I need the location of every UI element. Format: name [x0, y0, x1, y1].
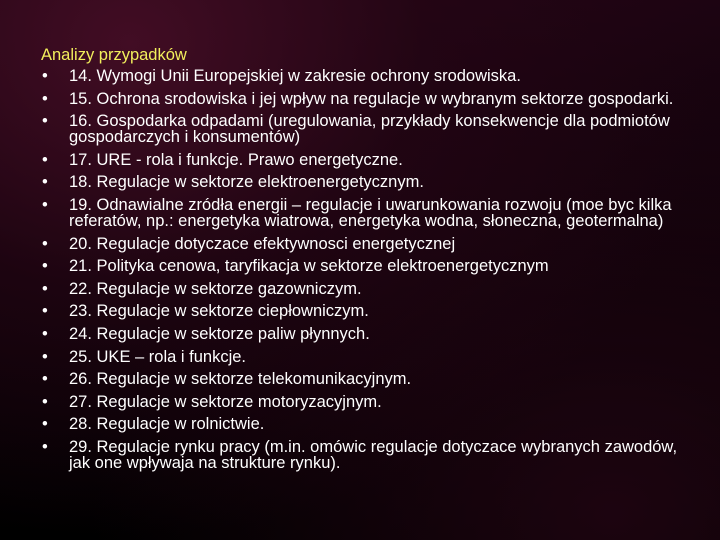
- list-item: [41, 371, 701, 387]
- list-item: [41, 439, 701, 471]
- list-item: [41, 113, 701, 145]
- list-item: [41, 303, 701, 319]
- bullet-icon: •: [42, 302, 48, 321]
- list-item-text: 24. Regulacje w sektorze paliw płynnych.: [69, 324, 370, 343]
- bullet-icon: •: [42, 150, 48, 169]
- list-item-text: 29. Regulacje rynku pracy (m.in. omówic regulacje dotyczace wybranych zawodów, jak one wpływaja na strukture rynku).: [69, 437, 678, 472]
- list-item-text: 25. UKE – rola i funkcje.: [69, 347, 247, 366]
- list-item-text: 26. Regulacje w sektorze telekomunikacyjnym.: [69, 370, 412, 389]
- bullet-icon: •: [42, 112, 48, 131]
- bullet-icon: •: [42, 324, 48, 343]
- bullet-icon: •: [42, 370, 48, 389]
- bullet-icon: •: [42, 437, 48, 456]
- list-item-text: 18. Regulacje w sektorze elektroenergetycznym.: [69, 173, 424, 192]
- bullet-icon: •: [42, 195, 48, 214]
- list-item-text: 21. Polityka cenowa, taryfikacja w sektorze elektroenergetycznym: [69, 257, 549, 276]
- list-item: [41, 258, 701, 274]
- list-item-text: 15. Ochrona srodowiska i jej wpływ na regulacje w wybranym sektorze gospodarki.: [69, 89, 674, 108]
- bullet-icon: •: [42, 279, 48, 298]
- bullet-icon: •: [42, 173, 48, 192]
- list-item: [41, 68, 701, 84]
- list-item: [41, 91, 701, 107]
- slide-heading: Analizy przypadków: [41, 46, 187, 64]
- slide-content: [41, 46, 701, 478]
- list-item: [41, 281, 701, 297]
- list-item-text: 20. Regulacje dotyczace efektywnosci energetycznej: [69, 234, 456, 253]
- list-item: [41, 197, 701, 229]
- list-item-text: 22. Regulacje w sektorze gazowniczym.: [69, 279, 362, 298]
- list-item: [41, 152, 701, 168]
- list-item-text: 17. URE - rola i funkcje. Prawo energetyczne.: [69, 150, 403, 169]
- bullet-icon: •: [42, 89, 48, 108]
- list-item: [41, 349, 701, 365]
- list-item: [41, 416, 701, 432]
- bullet-icon: •: [42, 347, 48, 366]
- bullet-icon: •: [42, 257, 48, 276]
- list-item-text: 28. Regulacje w rolnictwie.: [69, 415, 265, 434]
- list-item-text: 23. Regulacje w sektorze ciepłowniczym.: [69, 302, 369, 321]
- topic-list: [41, 68, 701, 471]
- list-item: [41, 326, 701, 342]
- list-item: [41, 174, 701, 190]
- list-item-text: 27. Regulacje w sektorze motoryzacyjnym.: [69, 392, 382, 411]
- bullet-icon: •: [42, 67, 48, 85]
- bullet-icon: •: [42, 415, 48, 434]
- bullet-icon: •: [42, 392, 48, 411]
- list-item-text: 16. Gospodarka odpadami (uregulowania, przykłady konsekwencje dla podmiotów gospodarczych i konsumentów): [69, 112, 670, 147]
- bullet-icon: •: [42, 234, 48, 253]
- list-item-text: 14. Wymogi Unii Europejskiej w zakresie ochrony srodowiska.: [69, 67, 521, 85]
- list-item: [41, 236, 701, 252]
- list-item: [41, 394, 701, 410]
- list-item-text: 19. Odnawialne zródła energii – regulacje i uwarunkowania rozwoju (moe byc kilka referatów, np.: energetyka wiatrowa, energetyka wodna, słoneczna, geotermalna): [69, 195, 672, 230]
